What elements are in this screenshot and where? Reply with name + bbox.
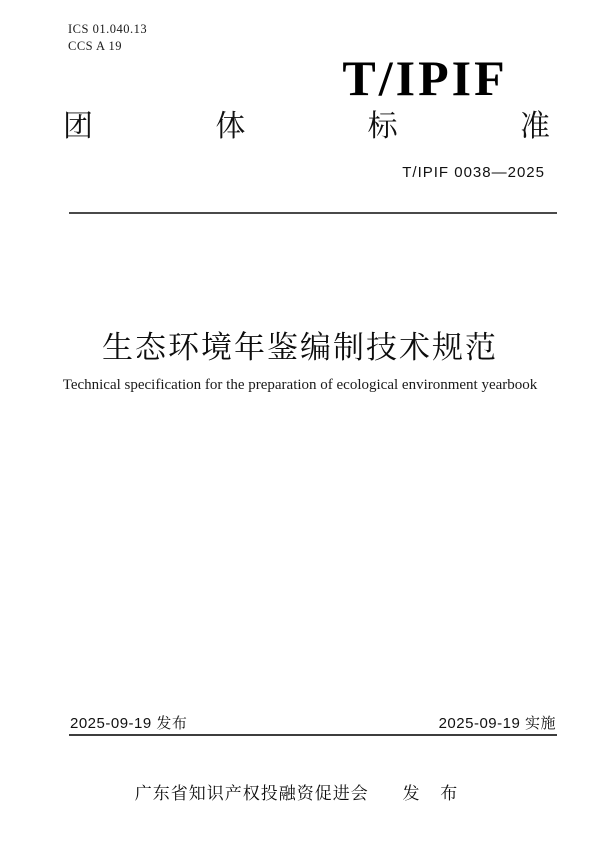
standard-org-logo: T/IPIF xyxy=(342,50,508,106)
publish-label: 发 布 xyxy=(402,784,466,803)
document-title-cn: 生态环境年鉴编制技术规范 xyxy=(102,330,498,365)
ics-code: ICS 01.040.13 xyxy=(68,22,148,36)
standard-number: T/IPIF 0038—2025 xyxy=(402,164,545,181)
standard-type-char: 准 xyxy=(519,110,550,143)
classification-codes xyxy=(68,21,147,55)
ccs-code: CCS A 19 xyxy=(68,39,123,53)
header-divider xyxy=(69,212,557,214)
standard-type-char: 标 xyxy=(367,110,398,143)
footer-divider xyxy=(69,734,557,736)
issue-date: 2025-09-19 发布 xyxy=(70,715,188,732)
standard-type-title xyxy=(63,110,550,144)
dates-row xyxy=(70,712,556,733)
standard-type-char: 体 xyxy=(215,110,246,143)
document-title-en: Technical specification for the preparation of ecological environment yearbook xyxy=(62,377,538,393)
standard-type-char: 团 xyxy=(63,110,93,143)
publisher-name: 广东省知识产权投融资促进会 xyxy=(134,784,369,803)
implement-date: 2025-09-19 实施 xyxy=(438,715,556,732)
publisher-row xyxy=(0,779,600,804)
